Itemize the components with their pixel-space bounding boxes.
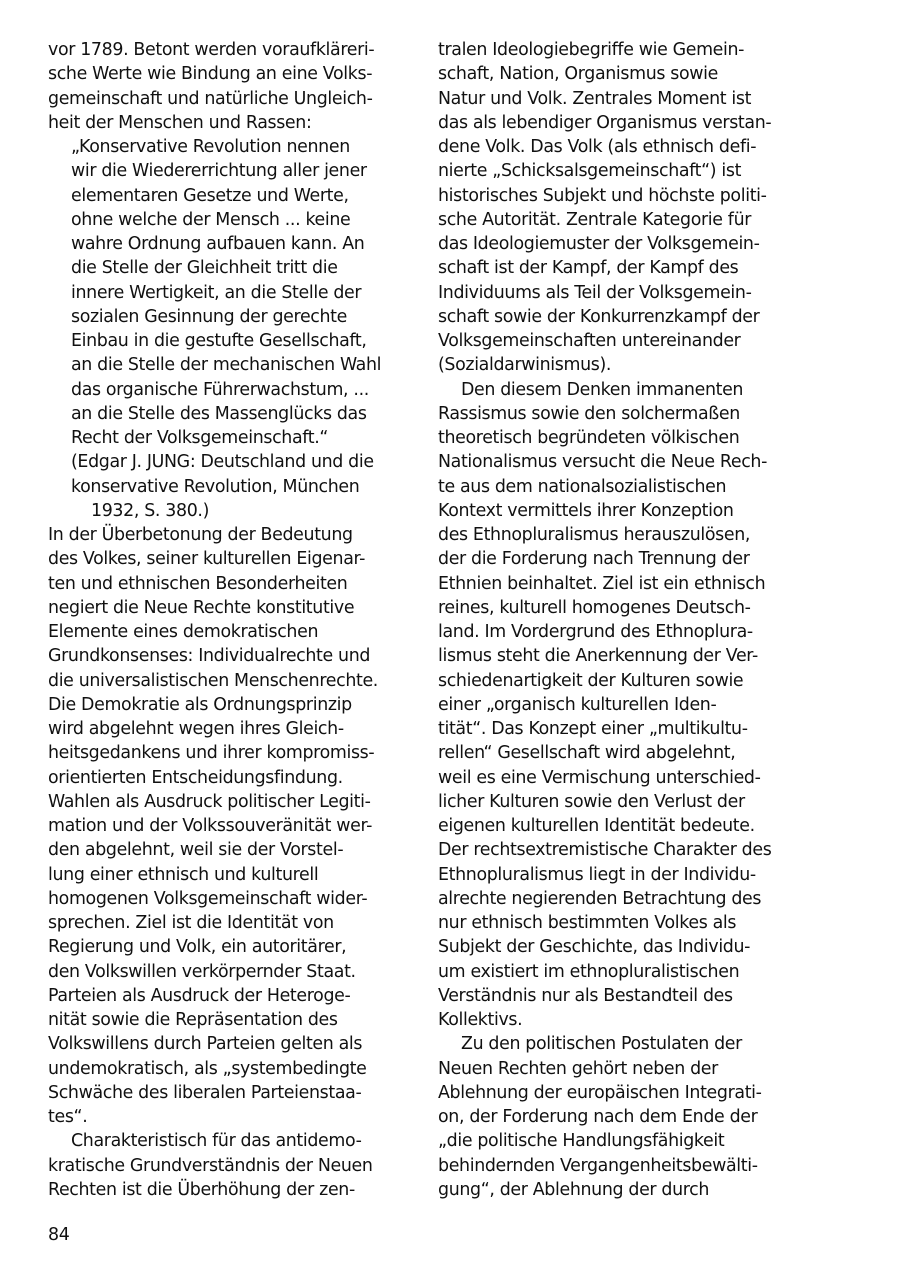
- text-line: (Sozialdarwinismus).: [438, 355, 612, 376]
- text-line: „Konservative Revolution nennen: [71, 137, 350, 157]
- text-line: rellen“ Gesellschaft wird abgelehnt,: [438, 743, 736, 764]
- text-line: ten und ethnischen Besonderheiten: [48, 573, 348, 594]
- text-line: den abgelehnt, weil sie der Vorstel-: [48, 840, 344, 861]
- text-line: schaft ist der Kampf, der Kampf des: [438, 258, 739, 279]
- text-line: des Volkes, seiner kulturellen Eigenar-: [48, 549, 366, 570]
- text-line: behindernden Vergangenheitsbewälti-: [438, 1155, 758, 1176]
- text-line: mation und der Volkssouveränität wer-: [48, 816, 373, 836]
- text-line: Nationalismus versucht die Neue Rech-: [438, 452, 768, 473]
- text-line: tes“.: [48, 1107, 88, 1127]
- paragraph-democracy: [48, 523, 418, 1129]
- text-line: schiedenartigkeit der Kulturen sowie: [438, 670, 744, 691]
- text-line: vor 1789. Betont werden voraufkläreri-: [48, 40, 375, 60]
- text-line: Grundkonsenses: Individualrechte und: [48, 646, 371, 667]
- text-line: der die Forderung nach Trennung der: [438, 549, 750, 570]
- text-line: te aus dem nationalsozialistischen: [438, 476, 727, 497]
- text-line: theoretisch begründeten völkischen: [438, 428, 740, 448]
- paragraph-postulates-first-line: Zu den politischen Postulaten der: [461, 1034, 742, 1055]
- text-line: wird abgelehnt wegen ihres Gleich-: [48, 719, 344, 739]
- paragraph-ethnopluralism-first-line: Den diesem Denken immanenten: [461, 379, 744, 400]
- text-line: Elemente eines demokratischen: [48, 622, 319, 642]
- text-line: heit der Menschen und Rassen:: [48, 112, 312, 133]
- text-line: einer „organisch kulturellen Iden-: [438, 694, 717, 715]
- text-line: Kollektivs.: [438, 1010, 523, 1030]
- text-line: die Stelle der Gleichheit tritt die: [71, 258, 338, 279]
- text-line: ohne welche der Mensch ... keine: [71, 209, 351, 230]
- text-line: negiert die Neue Rechte konstitutive: [48, 597, 355, 618]
- text-line: schaft sowie der Konkurrenzkampf der: [438, 306, 760, 327]
- text-line: homogenen Volksgemeinschaft wider-: [48, 888, 368, 909]
- text-line: sozialen Gesinnung der gerechte: [71, 306, 347, 327]
- text-line: nität sowie die Repräsentation des: [48, 1010, 338, 1030]
- text-line: des Ethnopluralismus herauszulösen,: [438, 525, 751, 545]
- text-line: undemokratisch, als „systembedingte: [48, 1058, 367, 1079]
- text-line: historisches Subjekt und höchste politi-: [438, 185, 767, 206]
- text-line: land. Im Vordergrund des Ethnoplura-: [438, 622, 753, 642]
- text-line: tralen Ideologiebegriffe wie Gemein-: [438, 40, 745, 60]
- text-line: Ethnopluralismus liegt in der Individu-: [438, 864, 756, 885]
- text-line: Einbau in die gestufte Gesellschaft,: [71, 331, 367, 351]
- text-line: nierte „Schicksalsgemeinschaft“) ist: [438, 161, 742, 182]
- text-line: Rechten ist die Überhöhung der zen-: [48, 1179, 355, 1200]
- text-line: Natur und Volk. Zentrales Moment ist: [438, 88, 752, 109]
- text-line: Schwäche des liberalen Parteienstaa-: [48, 1082, 362, 1103]
- text-line: Volksgemeinschaften untereinander: [438, 331, 741, 351]
- text-line: dene Volk. Das Volk (als ethnisch defi-: [438, 137, 757, 157]
- paragraph-postulates: [438, 1057, 808, 1203]
- text-line: Verständnis nur als Bestandteil des: [438, 985, 733, 1006]
- text-line: schaft, Nation, Organismus sowie: [438, 64, 718, 85]
- text-line: die universalistischen Menschenrechte.: [48, 670, 378, 691]
- text-line: das als lebendiger Organismus verstan-: [438, 112, 772, 133]
- text-line: eigenen kulturellen Identität bedeute.: [438, 816, 755, 836]
- text-line: alrechte negierenden Betrachtung des: [438, 888, 762, 909]
- text-line: wir die Wiedererrichtung aller jener: [71, 161, 367, 182]
- right-column: [438, 38, 808, 1202]
- page-number: 84: [48, 1225, 70, 1245]
- paragraph-antidemocratic-first-line: Charakteristisch für das antidemo-: [71, 1131, 362, 1152]
- paragraph-ethnopluralism: [438, 402, 808, 1033]
- text-line: sche Werte wie Bindung an eine Volks-: [48, 64, 373, 85]
- text-line: heitsgedankens und ihrer kompromiss-: [48, 743, 375, 764]
- text-line: Kontext vermittels ihrer Konzeption: [438, 500, 734, 521]
- text-line: Parteien als Ausdruck der Heteroge-: [48, 985, 351, 1006]
- text-line: konservative Revolution, München: [71, 476, 360, 497]
- intro-paragraph: [48, 38, 418, 135]
- text-line: Regierung und Volk, ein autoritärer,: [48, 937, 347, 958]
- text-line: gung“, der Ablehnung der durch: [438, 1179, 710, 1200]
- text-line: „die politische Handlungsfähigkeit: [438, 1131, 725, 1152]
- text-line: gemeinschaft und natürliche Ungleich-: [48, 88, 373, 109]
- text-line: sche Autorität. Zentrale Kategorie für: [438, 209, 752, 230]
- text-line: weil es eine Vermischung unterschied-: [438, 767, 761, 788]
- text-line: den Volkswillen verkörpernder Staat.: [48, 961, 356, 982]
- text-line: an die Stelle des Massenglücks das: [71, 403, 367, 424]
- text-line: sprechen. Ziel ist die Identität von: [48, 913, 334, 933]
- paragraph-antidemocratic: [48, 1154, 418, 1203]
- text-line: das Ideologiemuster der Volksgemein-: [438, 234, 760, 254]
- text-line: reines, kulturell homogenes Deutsch-: [438, 597, 751, 618]
- quote-citation-end: 1932, S. 380.): [91, 500, 210, 521]
- text-line: innere Wertigkeit, an die Stelle der: [71, 282, 362, 303]
- text-line: Ablehnung der europäischen Integrati-: [438, 1082, 762, 1103]
- text-line: Neuen Rechten gehört neben der: [438, 1058, 718, 1079]
- text-line: kratische Grundverständnis der Neuen: [48, 1155, 373, 1176]
- text-line: nur ethnisch bestimmten Volkes als: [438, 913, 737, 933]
- paragraph-ideology-concepts: [438, 38, 808, 378]
- text-line: um existiert im ethnopluralistischen: [438, 961, 740, 982]
- text-line: Ethnien beinhaltet. Ziel ist ein ethnisch: [438, 573, 766, 594]
- text-line: Recht der Volksgemeinschaft.“: [71, 428, 329, 448]
- text-line: lung einer ethnisch und kulturell: [48, 864, 319, 885]
- text-line: Volkswillens durch Parteien gelten als: [48, 1034, 363, 1055]
- text-line: on, der Forderung nach dem Ende der: [438, 1107, 758, 1127]
- text-line: orientierten Entscheidungsfindung.: [48, 767, 343, 788]
- text-line: an die Stelle der mechanischen Wahl: [71, 355, 382, 376]
- text-line: das organische Führerwachstum, ...: [71, 379, 369, 400]
- text-line: Subjekt der Geschichte, das Individu-: [438, 937, 751, 958]
- text-line: Die Demokratie als Ordnungsprinzip: [48, 694, 352, 715]
- text-line: tität“. Das Konzept einer „multikultu-: [438, 719, 748, 739]
- text-line: In der Überbetonung der Bedeutung: [48, 525, 353, 545]
- text-line: licher Kulturen sowie den Verlust der: [438, 791, 745, 812]
- left-column: [48, 38, 418, 1202]
- text-line: (Edgar J. JUNG: Deutschland und die: [71, 452, 374, 473]
- text-line: Individuums als Teil der Volksgemein-: [438, 282, 752, 303]
- text-line: wahre Ordnung aufbauen kann. An: [71, 234, 365, 254]
- text-line: elementaren Gesetze und Werte,: [71, 185, 349, 206]
- text-line: Der rechtsextremistische Charakter des: [438, 840, 772, 861]
- text-line: Rassismus sowie den solchermaßen: [438, 403, 740, 424]
- text-line: lismus steht die Anerkennung der Ver-: [438, 646, 758, 667]
- text-line: Wahlen als Ausdruck politischer Legiti-: [48, 791, 371, 812]
- block-quote: [48, 135, 418, 499]
